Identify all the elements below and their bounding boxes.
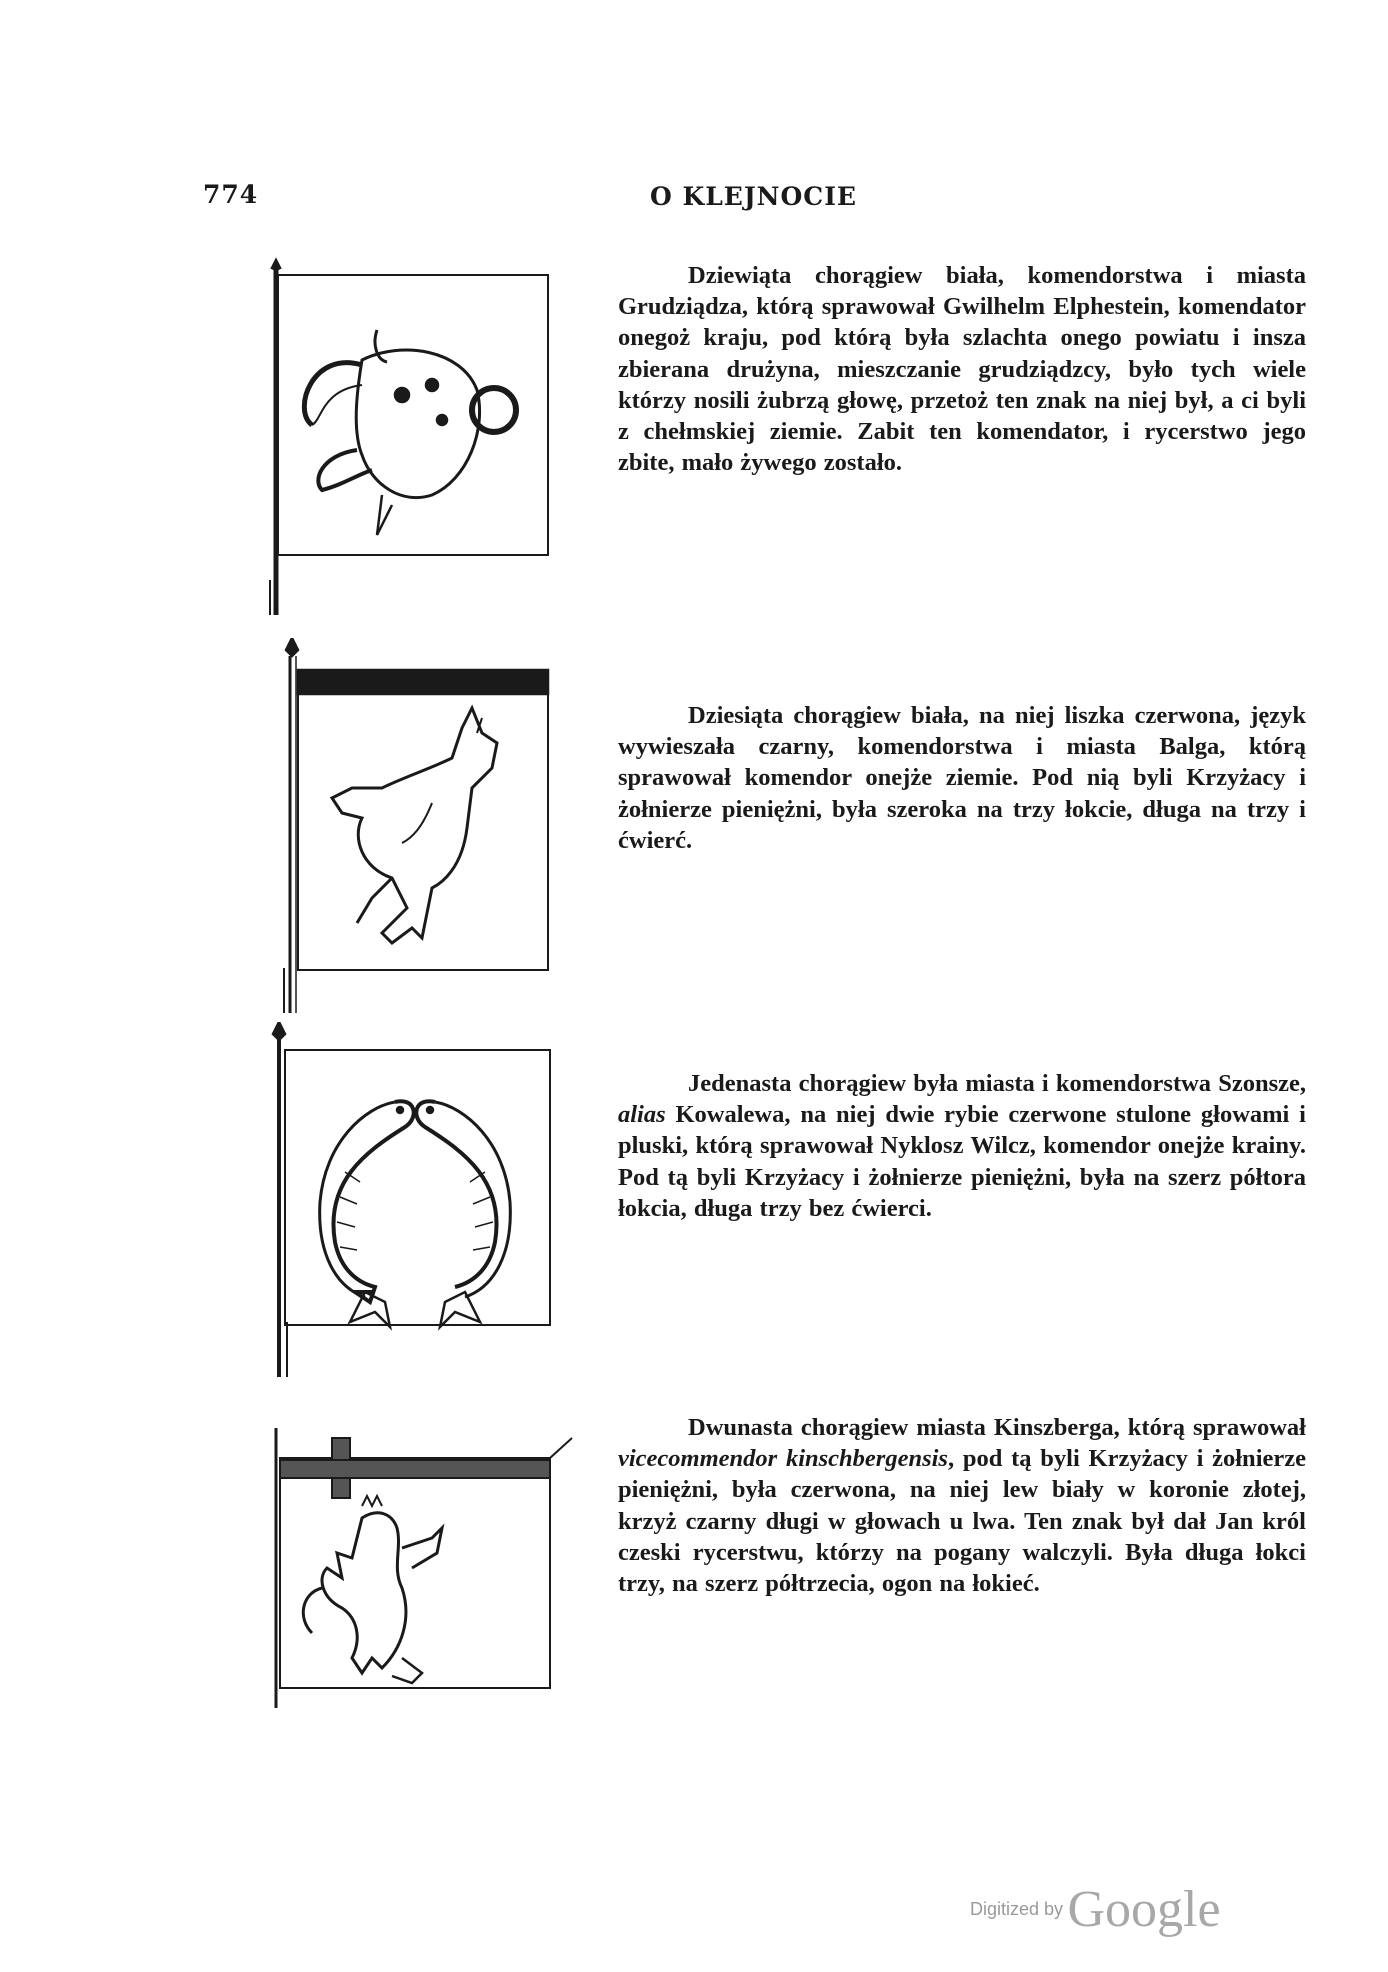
entry-text-part: , pod tą byli Krzyżacy i żołnierze pieniężni, była czerwona, na niej lew biały w koronie złotej, krzyż czarny długi w głowach u lwa. Ten znak był dał Jan król czeski rycerstwu, którzy na pogany walczyli. Była długa łokci trzy, na szerz półtrzecia, ogon na łokieć. xyxy=(618,1445,1306,1598)
digitized-label: Digitized by xyxy=(970,1899,1064,1919)
entry-text-10 xyxy=(618,700,1306,856)
entry-text-part-italic: alias xyxy=(618,1101,666,1129)
bison-head-flag xyxy=(262,250,562,620)
lion-cross-flag xyxy=(262,1418,582,1718)
entry-text-part: Dziesiąta chorągiew biała, na niej liszka czerwona, język wywieszała czarny, komendorstwa i miasta Balga, którą sprawował komendor onejże ziemie. Pod nią byli Krzyżacy i żołnierze pieniężni, była szeroka na trzy łokcie, długa na trzy i ćwierć. xyxy=(618,702,1306,854)
fox-flag xyxy=(272,638,562,1018)
google-logo: Google xyxy=(1067,1881,1221,1938)
entry-text-11 xyxy=(618,1068,1306,1224)
entry-text-part: Kowalewa, na niej dwie rybie czerwone stulone głowami i pluski, którą sprawował Nyklosz Wilcz, komendor onejże krainy. Pod tą byli Krzyżacy i żołnierze pieniężni, była na szerz półtora łokcia, długa trzy bez ćwierci. xyxy=(618,1101,1306,1222)
entry-text-9 xyxy=(618,260,1306,478)
entry-text-part: Dwunasta chorągiew miasta Kinszberga, którą sprawował xyxy=(688,1414,1306,1441)
two-fish-flag xyxy=(265,1022,565,1382)
running-title: O KLEJNOCIE xyxy=(650,182,857,211)
page-number: 774 xyxy=(203,180,259,209)
digitized-by-google-watermark xyxy=(970,1880,1221,1939)
entry-text-12 xyxy=(618,1412,1306,1599)
entry-text-part-italic: vicecommendor kinschbergensis xyxy=(618,1445,948,1473)
entry-text-part: Dziewiąta chorągiew biała, komendorstwa i miasta Grudziądza, którą sprawował Gwilhelm Elphestein, komendator onegoż kraju, pod którą była szlachta onego powiatu i insza zbierana drużyna, mieszczanie grudziądzcy, było tych wiele którzy nosili żubrzą głowę, przetoż ten znak na niej był, a ci byli z chełmskiej ziemie. Zabit ten komendator, i rycerstwo jego zbite, mało żywego zostało. xyxy=(618,262,1306,477)
entry-text-part: Jedenasta chorągiew była miasta i komendorstwa Szonsze, xyxy=(688,1070,1306,1097)
